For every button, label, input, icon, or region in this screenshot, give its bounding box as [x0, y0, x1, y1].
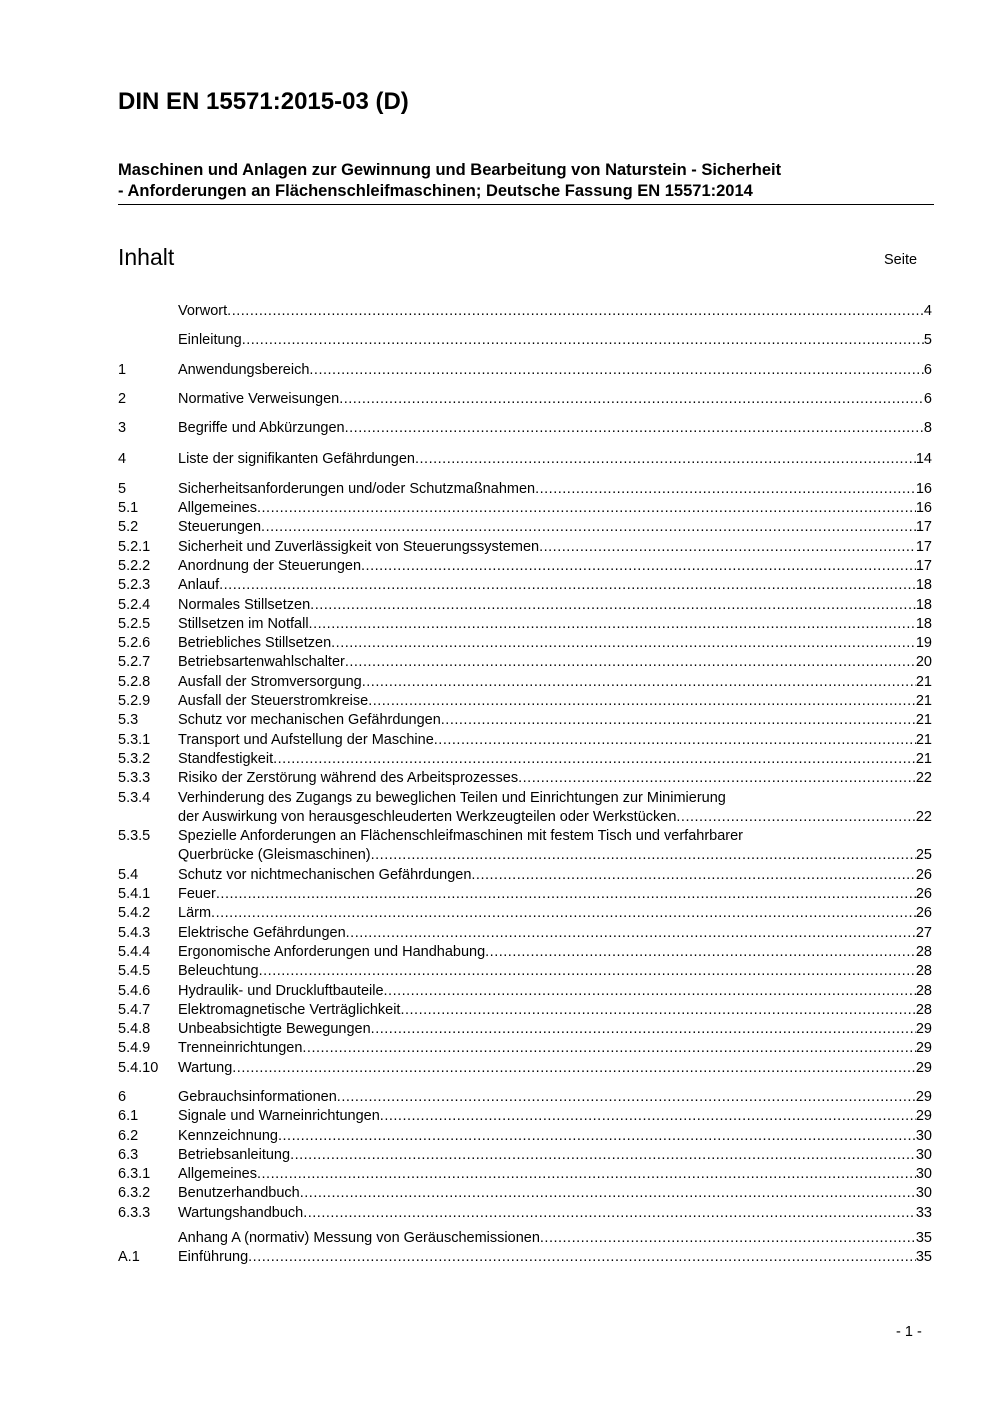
dot-leader — [485, 943, 916, 962]
toc-entry-title: Hydraulik- und Druckluftbauteile — [178, 982, 384, 999]
toc-entry-page: 28 — [915, 982, 932, 999]
dot-leader — [257, 499, 916, 518]
toc-entry-title: Risiko der Zerstörung während des Arbeitsprozesses — [178, 770, 519, 787]
toc-entry-page: 17 — [915, 519, 932, 536]
toc-entry-number: 6.3.3 — [118, 1204, 151, 1221]
toc-entry[interactable] — [118, 1204, 932, 1223]
toc-entry-title: Beleuchtung — [178, 963, 259, 980]
toc-entry-page: 25 — [915, 847, 932, 864]
toc-entry[interactable] — [118, 1229, 932, 1248]
toc-entry-number: 5.3.5 — [118, 828, 151, 845]
toc-entry-page: 18 — [915, 577, 932, 594]
toc-entry-page: 28 — [915, 943, 932, 960]
dot-leader — [540, 1229, 916, 1248]
toc-entry-title: Elektrische Gefährdungen — [178, 924, 346, 941]
toc-entry[interactable] — [118, 1059, 932, 1078]
toc-entry-number: 5 — [118, 480, 127, 497]
toc-entry-page: 29 — [915, 1108, 932, 1125]
title-line: Maschinen und Anlagen zur Gewinnung und Bearbeitung von Naturstein - Sicherheit — [118, 161, 782, 179]
dot-leader — [261, 518, 916, 537]
toc-entry[interactable] — [118, 885, 932, 904]
toc-entry[interactable] — [118, 924, 932, 943]
dot-leader — [368, 692, 916, 711]
toc-entry-page: 21 — [915, 712, 932, 729]
toc-entry[interactable] — [118, 943, 932, 962]
toc-entry-page: 22 — [915, 770, 932, 787]
dot-leader — [539, 538, 916, 557]
dot-leader — [400, 1001, 915, 1020]
toc-entry-title-first-line: Verhinderung des Zugangs zu beweglichen Teilen und Einrichtungen zur Minimierung — [178, 789, 726, 806]
toc-entry-number: 5.3.2 — [118, 750, 151, 767]
toc-entry-title: Lärm — [178, 905, 212, 922]
toc-entry-page: 29 — [915, 1088, 932, 1105]
toc-entry-number: 5.4.3 — [118, 924, 151, 941]
toc-entry-title: Normales Stillsetzen — [178, 596, 311, 613]
toc-entry-number: 5.4.5 — [118, 963, 151, 980]
toc-entry-page: 28 — [915, 963, 932, 980]
toc-entry-page: 26 — [915, 886, 932, 903]
toc-entry[interactable] — [118, 615, 932, 634]
toc-entry-page: 29 — [915, 1040, 932, 1057]
toc-entry-title: Schutz vor mechanischen Gefährdungen — [178, 712, 441, 729]
dot-leader — [362, 673, 916, 692]
toc-entry-number: 5.3.4 — [118, 789, 151, 806]
toc-entry[interactable] — [118, 538, 932, 557]
dot-leader — [471, 866, 915, 885]
toc-entry-title: Querbrücke (Gleismaschinen) — [178, 847, 371, 864]
toc-entry-page: 16 — [915, 480, 932, 497]
toc-entry-page: 35 — [915, 1249, 932, 1266]
toc-entry-title: Sicherheit und Zuverlässigkeit von Steuerungssystemen — [178, 538, 540, 555]
toc-entry[interactable] — [118, 1127, 932, 1146]
toc-entry-number: 5.1 — [118, 500, 139, 517]
toc-entry-title: Allgemeines — [178, 500, 257, 517]
toc-entry-number: 5.4.9 — [118, 1040, 151, 1057]
toc-entry-title: Sicherheitsanforderungen und/oder Schutzmaßnahmen — [178, 480, 536, 497]
dot-leader — [219, 576, 916, 595]
dot-leader — [434, 731, 916, 750]
toc-entry[interactable] — [118, 1184, 932, 1203]
toc-entry-number: 1 — [118, 361, 127, 378]
toc-entry-number: 5.4.10 — [118, 1059, 159, 1076]
toc-entry-number: 5.4.1 — [118, 886, 151, 903]
toc-entry-title: Ergonomische Anforderungen und Handhabung — [178, 943, 486, 960]
toc-entry-page: 21 — [915, 693, 932, 710]
toc-entry-page: 30 — [915, 1146, 932, 1163]
toc-entry[interactable] — [118, 1165, 932, 1184]
dot-leader — [518, 769, 916, 788]
toc-entry[interactable] — [118, 331, 932, 350]
toc-entry-title: Stillsetzen im Notfall — [178, 615, 309, 632]
toc-entry-title: Anordnung der Steuerungen — [178, 557, 362, 574]
dot-leader — [371, 846, 916, 865]
toc-entry-number: 5.3 — [118, 712, 139, 729]
dot-leader — [302, 1039, 915, 1058]
toc-entry-page: 6 — [923, 361, 932, 378]
toc-entry-number: 6.1 — [118, 1108, 139, 1125]
toc-entry-title: Anhang A (normativ) Messung von Geräuschemissionen — [178, 1230, 540, 1247]
toc-entry-number: 5.2.2 — [118, 557, 151, 574]
dot-leader — [300, 1184, 916, 1203]
dot-leader — [345, 653, 916, 672]
page-number: - 1 - — [896, 1324, 922, 1340]
toc-entry-page: 18 — [915, 596, 932, 613]
toc-entry-title: Betriebsanleitung — [178, 1146, 291, 1163]
toc-entry-page: 30 — [915, 1166, 932, 1183]
toc-entry[interactable] — [118, 634, 932, 653]
toc-entry-title: Unbeabsichtigte Bewegungen — [178, 1021, 371, 1038]
dot-leader — [309, 615, 916, 634]
toc-entry-title: Gebrauchsinformationen — [178, 1088, 337, 1105]
toc-entry-page: 14 — [915, 451, 932, 468]
toc-entry-title: Signale und Warneinrichtungen — [178, 1108, 380, 1125]
toc-entry-number: 2 — [118, 390, 127, 407]
toc-entry-page: 29 — [915, 1021, 932, 1038]
title-line: - Anforderungen an Flächenschleifmaschinen; Deutsche Fassung EN 15571:2014 — [118, 182, 753, 200]
dot-leader — [232, 1059, 916, 1078]
toc-entry-number: 3 — [118, 420, 127, 437]
toc-entry-page: 8 — [923, 420, 932, 437]
toc-entry[interactable] — [118, 480, 932, 499]
toc-entry[interactable] — [118, 518, 932, 537]
table-of-contents — [118, 302, 932, 1268]
toc-entry[interactable] — [118, 499, 932, 518]
dot-leader — [337, 1088, 916, 1107]
dot-leader — [310, 596, 916, 615]
dot-leader — [216, 885, 916, 904]
dot-leader — [676, 808, 915, 827]
toc-entry-number: 5.4.2 — [118, 905, 151, 922]
toc-entry[interactable] — [118, 1001, 932, 1020]
toc-entry[interactable] — [118, 1248, 932, 1267]
dot-leader — [303, 1204, 916, 1223]
dot-leader — [248, 1248, 916, 1267]
toc-entry-title: Allgemeines — [178, 1166, 257, 1183]
toc-entry-title: Trenneinrichtungen — [178, 1040, 303, 1057]
toc-entry-number: 5.4.6 — [118, 982, 151, 999]
toc-entry[interactable] — [118, 596, 932, 615]
toc-entry[interactable] — [118, 789, 932, 828]
page-column-label: Seite — [884, 252, 918, 268]
toc-entry-number: 5.2.5 — [118, 615, 151, 632]
toc-entry-title: Vorwort — [178, 303, 228, 319]
toc-entry-title: Standfestigkeit — [178, 750, 274, 767]
toc-entry-page: 16 — [915, 500, 932, 517]
toc-entry-number: 6 — [118, 1088, 127, 1105]
toc-entry[interactable] — [118, 962, 932, 981]
toc-entry[interactable] — [118, 302, 932, 321]
dot-leader — [211, 904, 916, 923]
toc-entry-number: 5.2.7 — [118, 654, 151, 671]
toc-entry[interactable] — [118, 769, 932, 788]
dot-leader — [278, 1127, 916, 1146]
toc-entry-title: Wartungshandbuch — [178, 1204, 304, 1221]
toc-entry-number: 5.2.6 — [118, 635, 151, 652]
toc-entry-title: Einführung — [178, 1249, 249, 1266]
dot-leader — [346, 924, 916, 943]
toc-entry-page: 30 — [915, 1127, 932, 1144]
toc-entry-number: 4 — [118, 451, 127, 468]
toc-entry-number: 5.3.3 — [118, 770, 151, 787]
dot-leader — [380, 1107, 916, 1126]
toc-entry-title: Ausfall der Stromversorgung — [178, 673, 362, 690]
toc-entry[interactable] — [118, 827, 932, 866]
toc-entry-title: Anwendungsbereich — [178, 361, 310, 378]
toc-entry-number: 6.3.2 — [118, 1185, 151, 1202]
dot-leader — [290, 1146, 916, 1165]
toc-entry[interactable] — [118, 419, 932, 438]
toc-entry[interactable] — [118, 866, 932, 885]
toc-entry[interactable] — [118, 750, 932, 769]
toc-entry-page: 26 — [915, 905, 932, 922]
toc-entry-title: der Auswirkung von herausgeschleuderten Werkzeugteilen oder Werkstücken — [178, 808, 677, 825]
toc-entry[interactable] — [118, 1107, 932, 1126]
toc-entry-number: 5.2.1 — [118, 538, 151, 555]
toc-entry[interactable] — [118, 390, 932, 409]
toc-entry-title: Kennzeichnung — [178, 1127, 278, 1144]
toc-entry-title: Schutz vor nichtmechanischen Gefährdungen — [178, 866, 472, 883]
toc-entry-page: 17 — [915, 557, 932, 574]
toc-entry-number: 5.2.4 — [118, 596, 151, 613]
toc-entry-page: 21 — [915, 731, 932, 748]
toc-entry-title: Einleitung — [178, 332, 242, 349]
toc-entry-page: 22 — [915, 808, 932, 825]
toc-entry-number: 6.3.1 — [118, 1166, 151, 1183]
toc-entry-page: 5 — [923, 332, 932, 349]
toc-entry-page: 30 — [915, 1185, 932, 1202]
toc-entry-number: 5.4.7 — [118, 1001, 151, 1018]
toc-entry[interactable] — [118, 711, 932, 730]
dot-leader — [273, 750, 916, 769]
toc-entry-number: 5.2 — [118, 519, 139, 536]
dot-leader — [384, 982, 916, 1001]
dot-leader — [259, 962, 916, 981]
toc-entry-title: Feuer — [178, 886, 216, 903]
toc-entry-page: 33 — [915, 1204, 932, 1221]
toc-entry-page: 35 — [915, 1230, 932, 1247]
toc-entry-title: Normative Verweisungen — [178, 390, 340, 407]
toc-entry-title: Ausfall der Steuerstromkreise — [178, 693, 369, 710]
toc-entry[interactable] — [118, 982, 932, 1001]
dot-leader — [371, 1020, 916, 1039]
dot-leader — [415, 450, 916, 469]
toc-entry-page: 18 — [915, 615, 932, 632]
toc-entry-number: 5.2.3 — [118, 577, 151, 594]
toc-entry-page: 20 — [915, 654, 932, 671]
dot-leader — [309, 361, 924, 380]
toc-entry-page: 17 — [915, 538, 932, 555]
toc-entry[interactable] — [118, 1039, 932, 1058]
dot-leader — [345, 419, 924, 438]
toc-entry-title: Transport und Aufstellung der Maschine — [178, 731, 434, 748]
toc-entry-number: A.1 — [118, 1249, 140, 1266]
toc-entry-number: 5.2.8 — [118, 673, 151, 690]
toc-entry-number: 6.2 — [118, 1127, 139, 1144]
toc-entry-title: Begriffe und Abkürzungen — [178, 420, 345, 437]
toc-entry-number: 5.3.1 — [118, 731, 151, 748]
document-title — [118, 160, 934, 205]
toc-entry-number: 5.2.9 — [118, 693, 151, 710]
toc-entry[interactable] — [118, 361, 932, 380]
toc-entry[interactable] — [118, 1020, 932, 1039]
dot-leader — [361, 557, 916, 576]
toc-entry[interactable] — [118, 692, 932, 711]
dot-leader — [227, 302, 924, 321]
toc-entry[interactable] — [118, 1146, 932, 1165]
toc-entry-number: 5.4.8 — [118, 1021, 151, 1038]
toc-entry-page: 29 — [915, 1059, 932, 1076]
dot-leader — [535, 480, 916, 499]
toc-entry[interactable] — [118, 731, 932, 750]
toc-entry-title: Wartung — [178, 1059, 233, 1076]
toc-entry-number: 5.4.4 — [118, 943, 151, 960]
dot-leader — [242, 331, 924, 350]
dot-leader — [257, 1165, 916, 1184]
toc-entry-title: Betriebsartenwahlschalter — [178, 654, 345, 671]
toc-entry-page: 28 — [915, 1001, 932, 1018]
toc-entry-number: 6.3 — [118, 1146, 139, 1163]
toc-entry[interactable] — [118, 904, 932, 923]
toc-entry[interactable] — [118, 450, 932, 469]
toc-entry-title: Elektromagnetische Verträglichkeit — [178, 1001, 401, 1018]
toc-entry[interactable] — [118, 557, 932, 576]
toc-entry-page: 27 — [915, 924, 932, 941]
toc-entry-page: 6 — [923, 390, 932, 407]
toc-entry-title: Benutzerhandbuch — [178, 1185, 300, 1202]
toc-entry[interactable] — [118, 576, 932, 595]
toc-entry-number: 5.4 — [118, 866, 139, 883]
dot-leader — [339, 390, 924, 409]
toc-entry-page: 19 — [915, 635, 932, 652]
toc-entry[interactable] — [118, 673, 932, 692]
toc-entry[interactable] — [118, 1088, 932, 1107]
toc-entry-title-first-line: Spezielle Anforderungen an Flächenschleifmaschinen mit festem Tisch und verfahrbarer — [178, 828, 743, 845]
toc-heading: Inhalt — [118, 244, 175, 270]
toc-entry-title: Anlauf — [178, 577, 220, 594]
document-id: DIN EN 15571:2015-03 (D) — [118, 88, 409, 115]
toc-entry-page: 26 — [915, 866, 932, 883]
toc-entry-title: Liste der signifikanten Gefährdungen — [178, 451, 415, 468]
toc-entry-page: 21 — [915, 673, 932, 690]
toc-entry-page: 21 — [915, 750, 932, 767]
toc-entry[interactable] — [118, 653, 932, 672]
toc-entry-page: 4 — [923, 303, 932, 319]
dot-leader — [331, 634, 916, 653]
dot-leader — [441, 711, 916, 730]
toc-entry-title: Betriebliches Stillsetzen — [178, 635, 332, 652]
toc-entry-title: Steuerungen — [178, 519, 262, 536]
